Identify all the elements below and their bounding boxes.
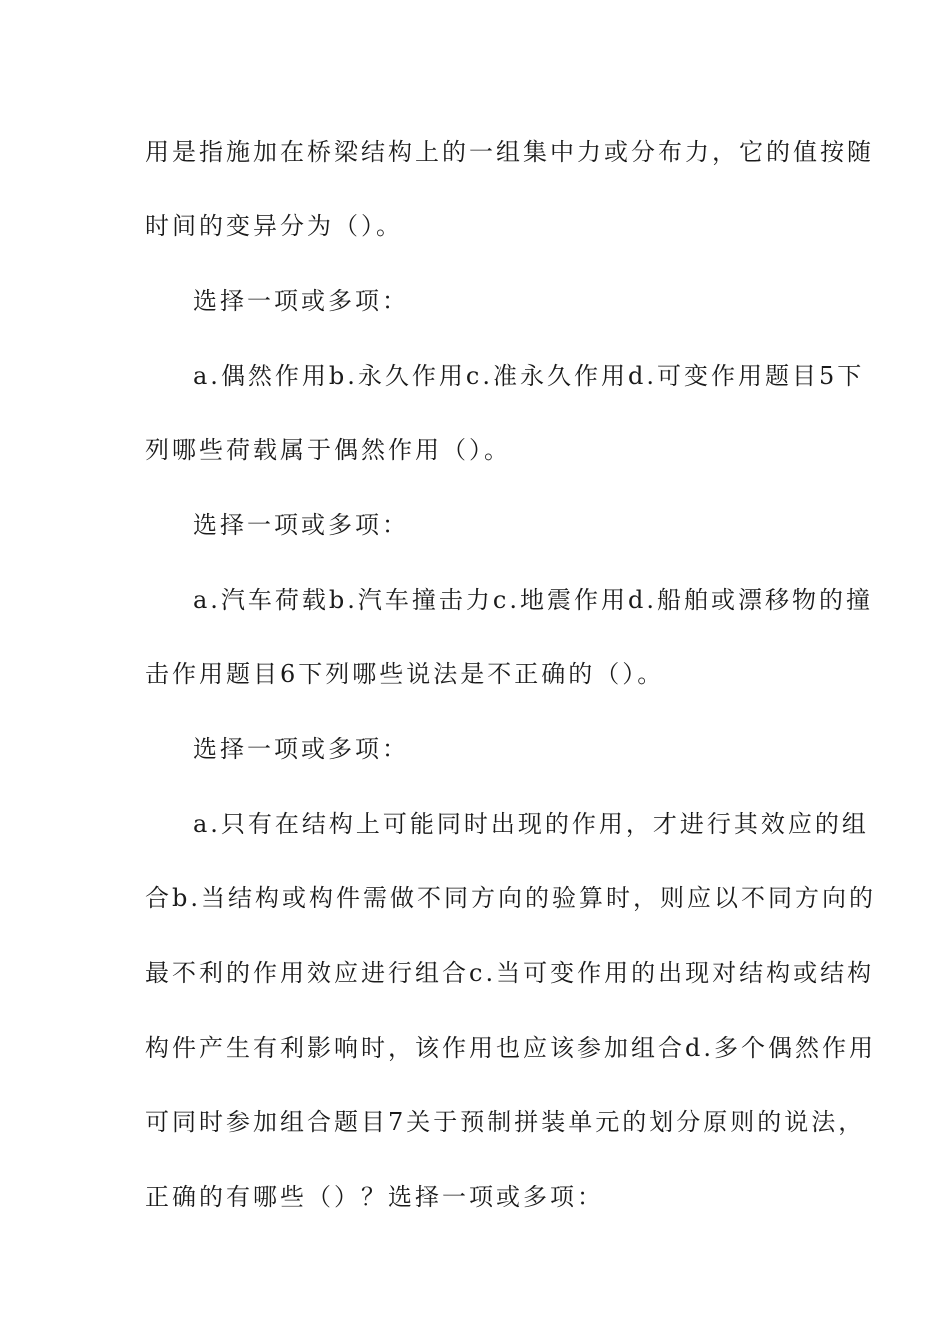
text-line: 合b.当结构或构件需做不同方向的验算时，则应以不同方向的 bbox=[145, 884, 876, 912]
text-line: 时间的变异分为（）。 bbox=[145, 212, 403, 240]
text-line: 击作用题目6下列哪些说法是不正确的（）。 bbox=[145, 660, 665, 688]
text-line: a.只有在结构上可能同时出现的作用，才进行其效应的组 bbox=[193, 810, 869, 838]
text-line: 构件产生有利影响时，该作用也应该参加组合d.多个偶然作用 bbox=[145, 1034, 876, 1062]
text-line: 选择一项或多项： bbox=[193, 511, 409, 539]
text-line: 选择一项或多项： bbox=[193, 287, 409, 315]
text-line: 用是指施加在桥梁结构上的一组集中力或分布力，它的值按随 bbox=[145, 138, 874, 166]
text-line: 可同时参加组合题目7关于预制拼装单元的划分原则的说法， bbox=[145, 1108, 866, 1136]
text-line: a.汽车荷载b.汽车撞击力c.地震作用d.船舶或漂移物的撞 bbox=[193, 586, 873, 614]
text-line: 正确的有哪些（）？选择一项或多项： bbox=[145, 1183, 604, 1211]
text-line: 选择一项或多项： bbox=[193, 735, 409, 763]
text-line: 最不利的作用效应进行组合c.当可变作用的出现对结构或结构 bbox=[145, 959, 875, 987]
text-line: 列哪些荷载属于偶然作用（）。 bbox=[145, 436, 511, 464]
text-line: a.偶然作用b.永久作用c.准永久作用d.可变作用题目5下 bbox=[193, 362, 865, 390]
